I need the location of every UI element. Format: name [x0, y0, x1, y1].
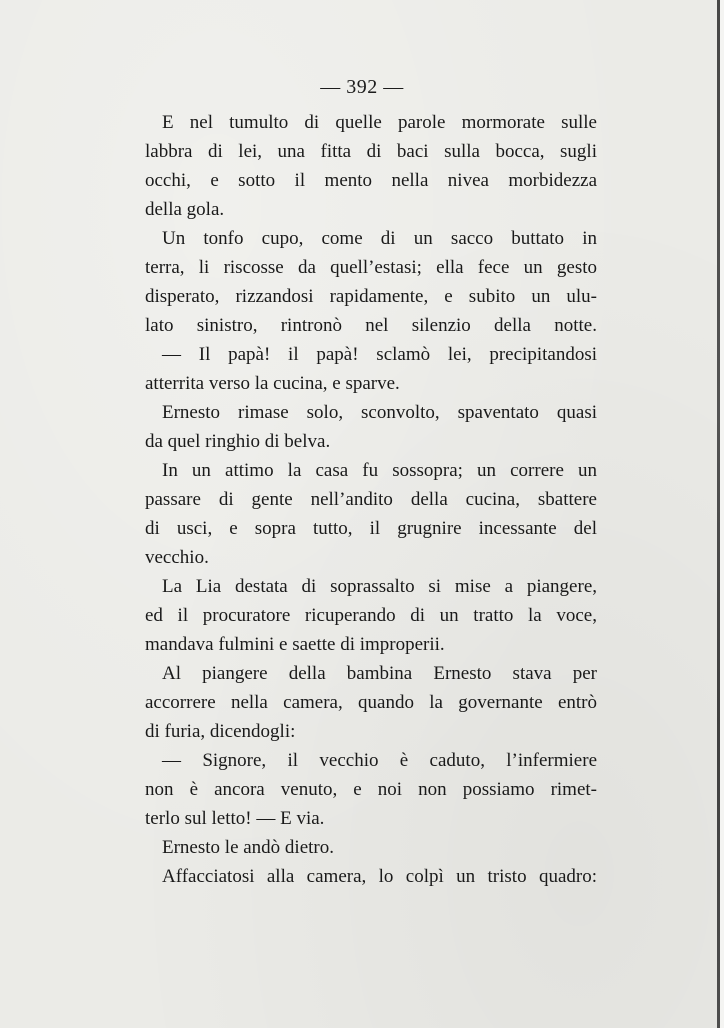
text-line: Affacciatosi alla camera, lo colpì un tristo quadro: — [162, 866, 597, 887]
text-line: terlo sul letto! — E via. — [145, 808, 325, 829]
text-line: accorrere nella camera, quando la governante entrò — [145, 692, 597, 713]
text-line: ed il procuratore ricuperando di un tratto la voce, — [145, 605, 597, 626]
text-line: da quel ringhio di belva. — [145, 431, 331, 452]
text-line: Un tonfo cupo, come di un sacco buttato in — [162, 228, 597, 249]
text-line: lato sinistro, rintronò nel silenzio della notte. — [145, 315, 597, 336]
text-line: Al piangere della bambina Ernesto stava per — [162, 663, 597, 684]
text-line: disperato, rizzandosi rapidamente, e subito un ulu- — [145, 286, 597, 307]
text-line: Ernesto rimase solo, sconvolto, spaventato quasi — [162, 402, 597, 423]
text-line: atterrita verso la cucina, e sparve. — [145, 373, 400, 394]
text-line: labbra di lei, una fitta di baci sulla bocca, sugli — [145, 141, 597, 162]
text-line: — Signore, il vecchio è caduto, l’infermiere — [162, 750, 597, 771]
text-line: vecchio. — [145, 547, 209, 568]
text-line: E nel tumulto di quelle parole mormorate sulle — [162, 112, 597, 133]
text-line: non è ancora venuto, e noi non possiamo rimet- — [145, 779, 597, 800]
text-line: In un attimo la casa fu sossopra; un correre un — [162, 460, 597, 481]
page-number: — 392 — — [320, 76, 404, 98]
page-edge-margin — [720, 0, 724, 1028]
text-line: Ernesto le andò dietro. — [162, 837, 335, 858]
text-line: — Il papà! il papà! sclamò lei, precipitandosi — [162, 344, 597, 365]
text-line: La Lia destata di soprassalto si mise a piangere, — [162, 576, 597, 597]
text-line: occhi, e sotto il mento nella nivea morbidezza — [145, 170, 597, 191]
text-line: di usci, e sopra tutto, il grugnire incessante del — [145, 518, 597, 539]
text-line: terra, li riscosse da quell’estasi; ella fece un gesto — [145, 257, 597, 278]
text-line: passare di gente nell’andito della cucina, sbattere — [145, 489, 597, 510]
text-line: mandava fulmini e saette di improperii. — [145, 634, 445, 655]
text-line: della gola. — [145, 199, 225, 220]
text-line: di furia, dicendogli: — [145, 721, 296, 742]
body-text — [145, 108, 597, 891]
